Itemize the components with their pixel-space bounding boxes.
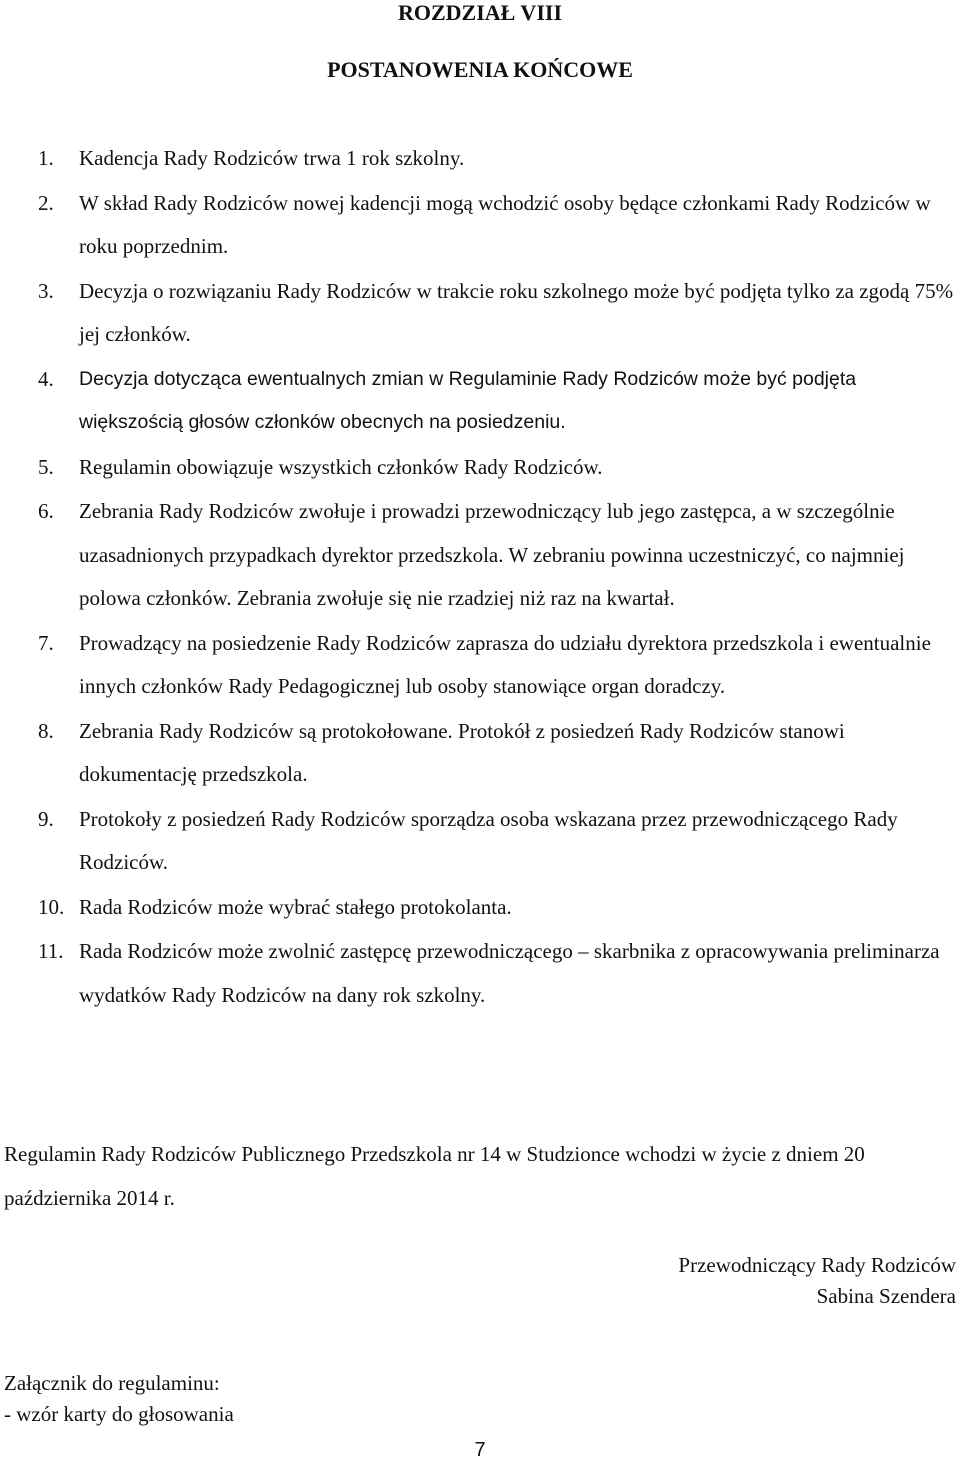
item-text: Kadencja Rady Rodziców trwa 1 rok szkolny. bbox=[79, 146, 465, 170]
item-text: Regulamin obowiązuje wszystkich członków Rady Rodziców. bbox=[79, 454, 603, 479]
list-item bbox=[0, 137, 960, 181]
closing-statement: Regulamin Rady Rodziców Publicznego Przedszkola nr 14 w Studzionce wchodzi w życie z dniem 20 października 2014 r. bbox=[4, 1142, 865, 1210]
item-text: Zebrania Rady Rodziców są protokołowane. Protokół z posiedzeń Rady Rodziców stanowi dokumentację przedszkola. bbox=[79, 718, 845, 786]
list-item bbox=[0, 930, 960, 1017]
signature-role: Przewodniczący Rady Rodziców bbox=[678, 1253, 956, 1277]
list-item bbox=[0, 622, 960, 709]
signature-name: Sabina Szendera bbox=[816, 1284, 956, 1308]
list-item bbox=[0, 358, 960, 445]
item-text: Zebrania Rady Rodziców zwołuje i prowadzi przewodniczący lub jego zastępca, a w szczególnie uzasadnionych przypadkach dyrektor przedszkola. W zebraniu powinna uczestniczyć, co najmniej polowa członków. Zebrania zwołuje się nie rzadziej niż raz na kwartał. bbox=[79, 499, 905, 610]
attachment-note bbox=[4, 1368, 234, 1430]
item-number: 2. bbox=[38, 190, 54, 215]
item-number: 6. bbox=[38, 499, 54, 523]
item-number: 5. bbox=[38, 454, 54, 479]
item-text: Decyzja o rozwiązaniu Rady Rodziców w trakcie roku szkolnego może być podjęta tylko za zgodą 75% jej członków. bbox=[79, 278, 954, 346]
item-number: 1. bbox=[38, 146, 54, 170]
item-number: 7. bbox=[38, 630, 54, 655]
item-number: 8. bbox=[38, 718, 54, 743]
provisions-list bbox=[0, 137, 960, 1018]
attachment-item: - wzór karty do głosowania bbox=[4, 1402, 234, 1426]
list-item bbox=[0, 798, 960, 885]
list-item bbox=[0, 710, 960, 797]
list-item bbox=[0, 490, 960, 621]
page-number: 7 bbox=[474, 1439, 486, 1461]
item-text: W skład Rady Rodziców nowej kadencji mogą wchodzić osoby będące członkami Rady Rodziców w roku poprzednim. bbox=[79, 190, 931, 258]
item-number: 3. bbox=[38, 278, 54, 303]
item-text: Decyzja dotycząca ewentualnych zmian w Regulaminie Rady Rodziców może być podjęta większością głosów członków obecnych na posiedzeniu. bbox=[79, 367, 857, 433]
attachment-label: Załącznik do regulaminu: bbox=[4, 1371, 220, 1395]
item-text: Rada Rodziców może zwolnić zastępcę przewodniczącego – skarbnika z opracowywania preliminarza wydatków Rady Rodziców na dany rok szkolny. bbox=[79, 939, 940, 1007]
item-number: 10. bbox=[38, 894, 65, 919]
item-number: 11. bbox=[38, 939, 64, 963]
list-item bbox=[0, 182, 960, 269]
list-item bbox=[0, 446, 960, 490]
item-text: Prowadzący na posiedzenie Rady Rodziców zaprasza do udziału dyrektora przedszkola i ewentualnie innych członków Rady Pedagogicznej lub osoby stanowiące organ doradczy. bbox=[79, 630, 931, 698]
signature-block bbox=[678, 1250, 956, 1312]
item-text: Rada Rodziców może wybrać stałego protokolanta. bbox=[79, 894, 512, 919]
chapter-number: ROZDZIAŁ VIII bbox=[397, 0, 563, 25]
chapter-title: POSTANOWENIA KOŃCOWE bbox=[327, 57, 633, 82]
item-number: 4. bbox=[38, 366, 54, 391]
item-number: 9. bbox=[38, 806, 54, 831]
list-item bbox=[0, 886, 960, 930]
item-text: Protokoły z posiedzeń Rady Rodziców sporządza osoba wskazana przez przewodniczącego Rady Rodziców. bbox=[79, 806, 898, 874]
list-item bbox=[0, 270, 960, 357]
